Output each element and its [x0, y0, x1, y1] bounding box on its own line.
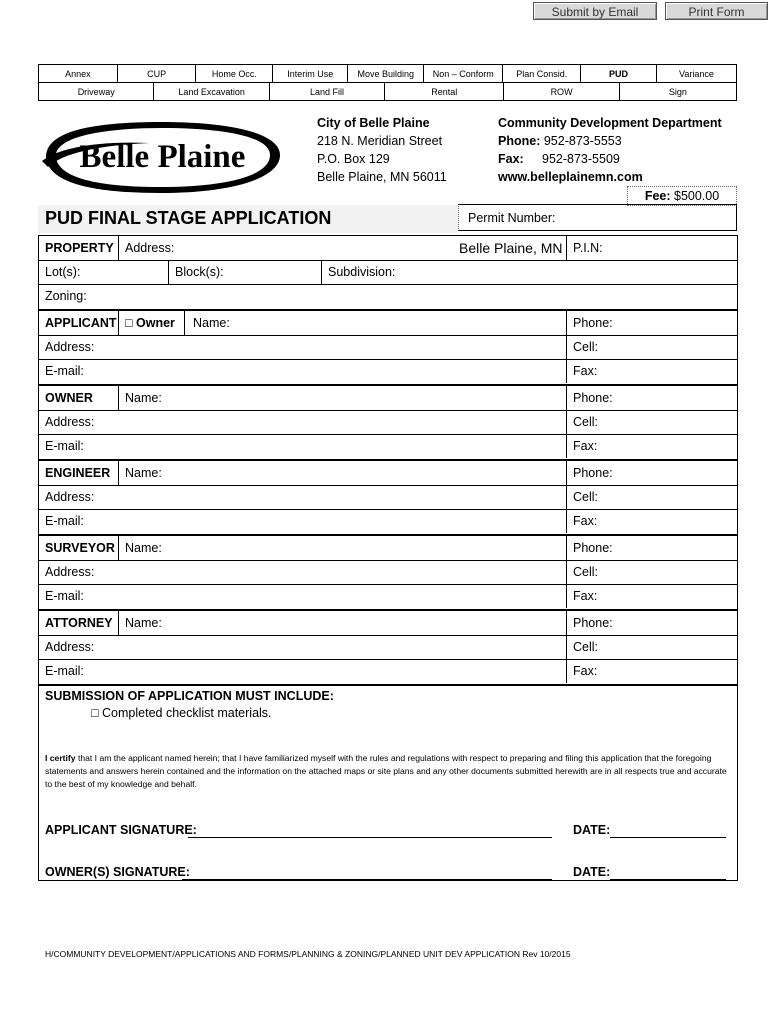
- surveyor-phone-label: Phone:: [573, 541, 613, 555]
- page-title: PUD FINAL STAGE APPLICATION: [45, 208, 332, 228]
- pin-input[interactable]: [599, 238, 729, 258]
- attorney-phone-label: Phone:: [573, 616, 613, 630]
- type-rental: Rental: [385, 83, 504, 101]
- owner-name-input[interactable]: [169, 388, 559, 408]
- dept-phone: 952-873-5553: [543, 134, 622, 148]
- owner-address-input[interactable]: [101, 412, 556, 432]
- application-type-table-row2: [38, 82, 737, 101]
- attorney-address-label: Address:: [45, 640, 95, 654]
- type-cup: CUP: [117, 65, 196, 83]
- city-name: City of Belle Plaine: [317, 116, 430, 130]
- applicant-cell-label: Cell:: [573, 340, 599, 354]
- engineer-fax-label: Fax:: [573, 514, 598, 528]
- type-sign: Sign: [619, 83, 736, 101]
- surveyor-name-input[interactable]: [169, 538, 559, 558]
- property-city: Belle Plaine, MN: [459, 240, 563, 256]
- zoning-input[interactable]: [94, 286, 729, 306]
- owner-name-label: Name:: [125, 391, 162, 405]
- dept-website: www.belleplainemn.com: [498, 170, 643, 184]
- dept-name: Community Development Department: [498, 116, 722, 130]
- property-label: PROPERTY: [45, 241, 114, 255]
- fee-box: [627, 186, 737, 206]
- applicant-fax-label: Fax:: [573, 364, 598, 378]
- subdivision-label: Subdivision:: [328, 265, 396, 279]
- surveyor-cell-label: Cell:: [573, 565, 599, 579]
- dept-fax-line: [498, 150, 722, 168]
- type-non-conform: Non – Conform: [424, 65, 503, 83]
- applicant-address-input[interactable]: [101, 337, 556, 357]
- type-variance: Variance: [656, 65, 736, 83]
- footer-path: H/COMMUNITY DEVELOPMENT/APPLICATIONS AND FORMS/PLANNING & ZONING/PLANNED UNIT DEV APPLICATION Rev 10/2015: [45, 949, 571, 959]
- applicant-name-input[interactable]: [239, 313, 559, 333]
- applicant-date-label: DATE:: [573, 823, 611, 837]
- certify-body: that I am the applicant named herein; that I have familiarized myself with the rules and regulations with respect to preparing and filing this application that the foregoing statements and answers herein contained and the information on the attached maps or site plans and any other documents submitted herewith are in all respects true and accurate to the best of my knowledge and behalf.: [45, 753, 727, 789]
- engineer-email-input[interactable]: [94, 511, 556, 531]
- type-row: ROW: [504, 83, 619, 101]
- surveyor-address-label: Address:: [45, 565, 95, 579]
- type-plan-consid: Plan Consid.: [503, 65, 581, 83]
- dept-fax: 952-873-5509: [542, 152, 620, 166]
- applicant-signature-line[interactable]: [188, 837, 552, 838]
- permit-number-field[interactable]: [458, 204, 737, 231]
- type-move-building: Move Building: [348, 65, 424, 83]
- property-address-label: Address:: [125, 241, 175, 255]
- surveyor-fax-label: Fax:: [573, 589, 598, 603]
- dept-fax-label: Fax:: [498, 152, 524, 166]
- type-land-excavation: Land Excavation: [154, 83, 269, 101]
- blocks-input[interactable]: [229, 262, 319, 282]
- attorney-cell-label: Cell:: [573, 640, 599, 654]
- certify-bold: I certify: [45, 753, 76, 763]
- engineer-email-label: E-mail:: [45, 514, 84, 528]
- engineer-label: ENGINEER: [45, 466, 111, 480]
- applicant-name-label: Name:: [193, 316, 230, 330]
- permit-number-label: Permit Number:: [468, 211, 556, 225]
- applicant-email-input[interactable]: [94, 361, 556, 381]
- type-home-occ: Home Occ.: [196, 65, 273, 83]
- zoning-label: Zoning:: [45, 289, 87, 303]
- owner-email-label: E-mail:: [45, 439, 84, 453]
- engineer-name-input[interactable]: [169, 463, 559, 483]
- applicant-signature-label: APPLICANT SIGNATURE:: [45, 823, 197, 837]
- owner-address-label: Address:: [45, 415, 95, 429]
- attorney-address-input[interactable]: [101, 637, 556, 657]
- type-driveway: Driveway: [39, 83, 154, 101]
- subdivision-input[interactable]: [404, 262, 729, 282]
- owner-signature-line[interactable]: [182, 879, 552, 880]
- applicant-label: APPLICANT: [45, 316, 117, 330]
- fee-value: $500.00: [674, 189, 720, 203]
- city-citystate: Belle Plaine, MN 56011: [317, 170, 447, 184]
- type-pud: PUD: [581, 65, 657, 83]
- application-type-table: [38, 64, 737, 83]
- surveyor-email-label: E-mail:: [45, 589, 84, 603]
- engineer-name-label: Name:: [125, 466, 162, 480]
- attorney-email-label: E-mail:: [45, 664, 84, 678]
- surveyor-email-input[interactable]: [94, 586, 556, 606]
- fee-label: Fee:: [644, 189, 671, 203]
- belle-plaine-logo: [40, 117, 285, 199]
- type-annex: Annex: [39, 65, 118, 83]
- owner-fax-label: Fax:: [573, 439, 598, 453]
- surveyor-name-label: Name:: [125, 541, 162, 555]
- application-form: [38, 235, 738, 881]
- submit-by-email-button[interactable]: Submit by Email: [533, 2, 657, 20]
- owner-signature-label: OWNER(S) SIGNATURE:: [45, 865, 190, 879]
- applicant-address-label: Address:: [45, 340, 95, 354]
- lots-input[interactable]: [89, 262, 164, 282]
- applicant-phone-label: Phone:: [573, 316, 613, 330]
- engineer-address-input[interactable]: [101, 487, 556, 507]
- submission-heading: SUBMISSION OF APPLICATION MUST INCLUDE:: [45, 689, 334, 703]
- attorney-name-input[interactable]: [169, 613, 559, 633]
- pin-label: P.I.N:: [573, 241, 603, 255]
- attorney-email-input[interactable]: [94, 661, 556, 681]
- logo-text: Belle Plaine: [79, 139, 246, 175]
- owner-date-line[interactable]: [610, 879, 726, 880]
- type-interim-use: Interim Use: [273, 65, 348, 83]
- surveyor-address-input[interactable]: [101, 562, 556, 582]
- blocks-label: Block(s):: [175, 265, 224, 279]
- attorney-label: ATTORNEY: [45, 616, 113, 630]
- lots-label: Lot(s):: [45, 265, 81, 279]
- owner-cell-label: Cell:: [573, 415, 599, 429]
- owner-label: OWNER: [45, 391, 93, 405]
- applicant-date-line[interactable]: [610, 837, 726, 838]
- attorney-fax-label: Fax:: [573, 664, 598, 678]
- engineer-cell-label: Cell:: [573, 490, 599, 504]
- attorney-name-label: Name:: [125, 616, 162, 630]
- checklist-item[interactable]: □ Completed checklist materials.: [91, 706, 272, 720]
- surveyor-label: SURVEYOR: [45, 541, 115, 555]
- city-po-box: P.O. Box 129: [317, 152, 390, 166]
- city-info: [317, 114, 447, 186]
- city-street: 218 N. Meridian Street: [317, 134, 443, 148]
- certification-text: [45, 752, 733, 791]
- applicant-email-label: E-mail:: [45, 364, 84, 378]
- print-form-button[interactable]: Print Form: [665, 2, 768, 20]
- engineer-phone-label: Phone:: [573, 466, 613, 480]
- dept-info: [498, 114, 722, 186]
- owner-email-input[interactable]: [94, 436, 556, 456]
- applicant-owner-checkbox[interactable]: □ Owner: [125, 316, 175, 330]
- dept-phone-line: [498, 132, 722, 150]
- engineer-address-label: Address:: [45, 490, 95, 504]
- owner-phone-label: Phone:: [573, 391, 613, 405]
- dept-phone-label: Phone:: [498, 134, 541, 148]
- owner-date-label: DATE:: [573, 865, 611, 879]
- type-land-fill: Land Fill: [269, 83, 384, 101]
